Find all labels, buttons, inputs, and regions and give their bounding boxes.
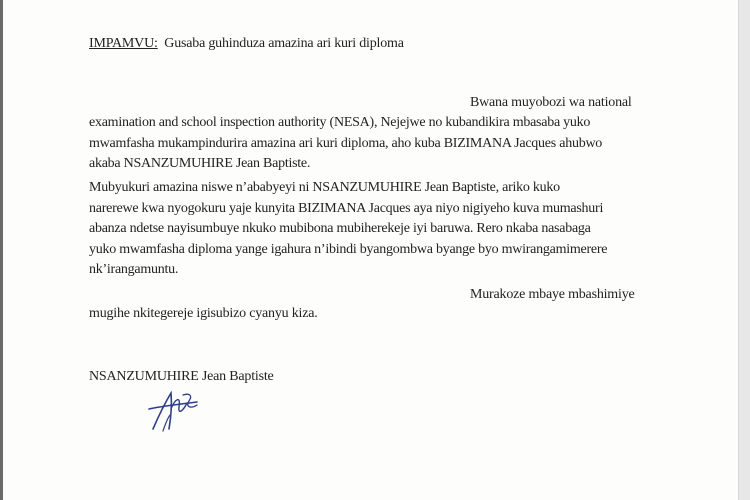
scan-right-edge [738,0,750,500]
signer-name: NSANZUMUHIRE Jean Baptiste [89,369,274,384]
subject-label: IMPAMVU: [89,36,158,51]
closing-thanks: Murakoze mbaye mbashimiye [470,287,635,302]
paragraph-2-line: yuko mwamfasha diploma yange igahura n’ibindi byangombwa byange byo mwirangamimerere [89,241,608,257]
scan-left-edge [0,0,3,500]
paragraph-1 [89,113,602,175]
handwritten-signature [145,385,205,435]
paragraph-2-line: narerewe kwa nyogokuru yaje kunyita BIZIMANA Jacques aya niyo nigiyeho kuva mumashuri [89,200,604,216]
salutation: Bwana muyobozi wa national [470,95,632,110]
paragraph-1-line: mwamfasha mukampindurira amazina ari kuri diploma, aho kuba BIZIMANA Jacques ahubwo [89,135,603,151]
subject-line [89,36,404,52]
paragraph-1-line: akaba NSANZUMUHIRE Jean Baptiste. [89,156,311,171]
paragraph-1-line: examination and school inspection authority (NESA), Nejejwe no kubandikira mbasaba yuko [89,115,591,130]
paragraph-2-line: nk’irangamuntu. [89,262,179,277]
paragraph-2-line: Mubyukuri amazina niswe n’ababyeyi ni NSANZUMUHIRE Jean Baptiste, ariko kuko [89,180,560,195]
paragraph-2 [89,178,607,281]
closing-waiting: mugihe nkitegereje igisubizo cyanyu kiza. [89,306,318,321]
paragraph-2-line: abanza ndetse nayisumbuye nkuko mubibona mubiherekeje iyi baruwa. Rero nkaba nasabaga [89,221,591,236]
subject-text: Gusaba guhinduza amazina ari kuri diploma [164,36,404,51]
